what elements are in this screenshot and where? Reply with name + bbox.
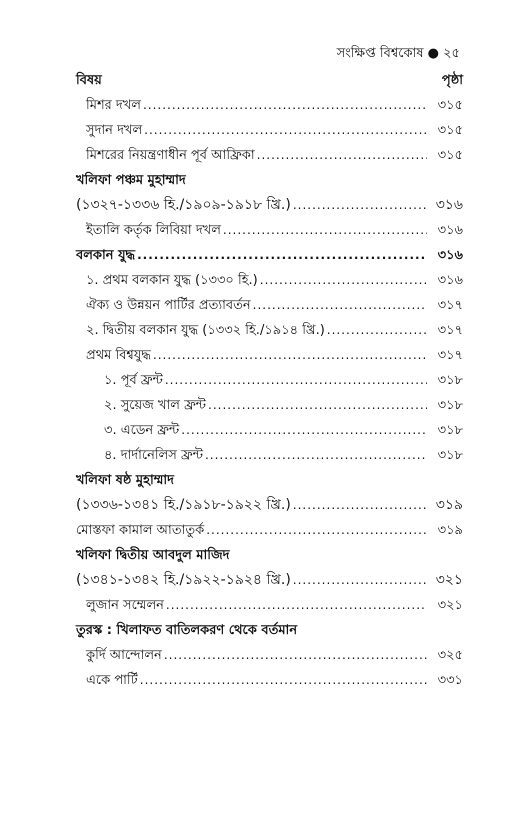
toc-entry-page: ৩১৭: [437, 323, 463, 338]
toc-entry-title: মোস্তফা কামাল আতাতুর্ক: [76, 523, 205, 538]
toc-entry-title: তুরস্ক : খিলাফত বাতিলকরণ থেকে বর্তমান: [76, 623, 298, 638]
toc-entry: [76, 493, 463, 518]
toc-section-heading: [76, 543, 463, 568]
toc-entries: [76, 93, 463, 693]
dot-leader: [293, 493, 427, 518]
toc-entry-page: ৩১৮: [437, 398, 463, 413]
toc-entry-title: ৪. দার্দানেলিস ফ্রন্ট: [104, 448, 203, 463]
dot-leader: [206, 518, 427, 543]
toc-entry-page: ৩১৬: [437, 223, 463, 238]
toc-entry: [76, 418, 463, 443]
toc-entry-title: (১৩২৭-১৩৩৬ হি./১৯০৯-১৯১৮ খ্রি.): [76, 197, 291, 213]
toc-entry-title: মিশরের নিয়ন্ত্রণাধীন পূর্ব আফ্রিকা: [86, 148, 255, 163]
toc-entry-title: কুর্দি আন্দোলন: [86, 648, 162, 663]
toc-entry-title: মিশর দখল: [86, 98, 141, 113]
toc-entry-title: ২. সুয়েজ খাল ফ্রন্ট: [104, 398, 207, 413]
toc-entry: [76, 268, 463, 293]
toc-entry-title: (১৩৩৬-১৩৪১ হি./১৯১৮-১৯২২ খ্রি.): [76, 497, 291, 513]
toc-entry-page: ৩১৮: [437, 373, 463, 388]
toc-entry: [76, 93, 463, 118]
toc-entry-page: ৩১৭: [437, 298, 463, 313]
dot-leader: [166, 593, 427, 618]
toc-entry-page: ৩২৫: [437, 648, 463, 663]
page-column-label: পৃষ্ঠা: [441, 73, 463, 88]
toc-entry: [76, 593, 463, 618]
toc-section-heading: [76, 618, 463, 643]
subject-column-label: বিষয়: [76, 73, 102, 88]
toc-entry-title: একে পার্টি: [86, 673, 138, 688]
dot-leader: [164, 643, 427, 668]
toc-entry: [76, 218, 463, 243]
dot-leader: [153, 343, 427, 368]
dot-leader: [143, 93, 427, 118]
toc-entry-title: খলিফা পঞ্চম মুহাম্মাদ: [76, 173, 186, 188]
toc-entry-page: ৩১৫: [437, 123, 463, 138]
toc-entry-page: ৩১৯: [435, 497, 463, 513]
toc-entry-page: ৩২১: [437, 598, 463, 613]
dot-leader: [223, 218, 427, 243]
toc-column-header: [76, 68, 463, 93]
table-of-contents: [76, 68, 463, 693]
toc-entry-title: বলকান যুদ্ধ: [76, 248, 136, 263]
dot-leader: [208, 393, 427, 418]
toc-section-heading: [76, 468, 463, 493]
toc-entry: [76, 343, 463, 368]
toc-entry: [76, 643, 463, 668]
toc-entry-title: ইতালি কর্তৃক লিবিয়া দখল: [86, 223, 221, 238]
toc-entry-title: ১. পূর্ব ফ্রন্ট: [104, 373, 163, 388]
toc-entry-page: ৩২১: [435, 572, 463, 588]
toc-entry: [76, 193, 463, 218]
toc-entry-title: ঐক্য ও উন্নয়ন পার্টির প্রত্যাবর্তন: [86, 298, 251, 313]
dot-leader: [140, 668, 427, 693]
toc-entry: [76, 293, 463, 318]
toc-entry-title: প্রথম বিশ্বযুদ্ধ: [86, 348, 151, 363]
toc-entry-page: ৩১৬: [437, 273, 463, 288]
toc-entry-page: ৩১৭: [437, 348, 463, 363]
dot-leader: [137, 243, 427, 268]
dot-leader: [205, 443, 427, 468]
toc-entry-page: ৩১৬: [437, 248, 463, 263]
toc-entry-title: লুজান সম্মেলন: [86, 598, 164, 613]
toc-entry-page: ৩১৬: [435, 197, 463, 213]
toc-entry-page: ৩১৯: [437, 523, 463, 538]
toc-entry-title: ১. প্রথম বলকান যুদ্ধ (১৩৩০ হি.): [86, 273, 258, 288]
dot-leader: [257, 143, 427, 168]
dot-leader: [293, 568, 427, 593]
dot-leader: [165, 368, 427, 393]
toc-entry-title: ৩. এডেন ফ্রন্ট: [104, 423, 180, 438]
toc-entry: [76, 668, 463, 693]
toc-section-heading: [76, 243, 463, 268]
toc-entry-page: ৩১৫: [437, 148, 463, 163]
toc-entry: [76, 318, 463, 343]
dot-leader: [253, 293, 427, 318]
dot-leader: [327, 318, 427, 343]
dot-leader: [260, 268, 427, 293]
toc-entry-title: খলিফা ষষ্ঠ মুহাম্মাদ: [76, 473, 174, 488]
toc-entry-title: (১৩৪১-১৩৪২ হি./১৯২২-১৯২৪ খ্রি.): [76, 572, 291, 588]
toc-entry-page: ৩৩১: [437, 673, 463, 688]
toc-entry-page: ৩১৮: [437, 423, 463, 438]
dot-leader: [144, 118, 427, 143]
toc-entry-title: ২. দ্বিতীয় বলকান যুদ্ধ (১৩৩২ হি./১৯১৪ খ্রি.): [86, 323, 325, 338]
toc-entry-page: ৩১৫: [437, 98, 463, 113]
toc-entry-title: সুদান দখল: [86, 123, 143, 138]
toc-entry: [76, 118, 463, 143]
toc-section-heading: [76, 168, 463, 193]
toc-entry-title: খলিফা দ্বিতীয় আবদুল মাজিদ: [76, 548, 230, 563]
toc-entry: [76, 368, 463, 393]
running-header: সংক্ষিপ্ত বিশ্বকোষ ● ২৫: [336, 46, 460, 61]
toc-entry: [76, 143, 463, 168]
dot-leader: [293, 193, 427, 218]
toc-entry: [76, 568, 463, 593]
toc-entry: [76, 393, 463, 418]
dot-leader: [181, 418, 427, 443]
toc-entry: [76, 443, 463, 468]
toc-entry: [76, 518, 463, 543]
toc-entry-page: ৩১৮: [437, 448, 463, 463]
